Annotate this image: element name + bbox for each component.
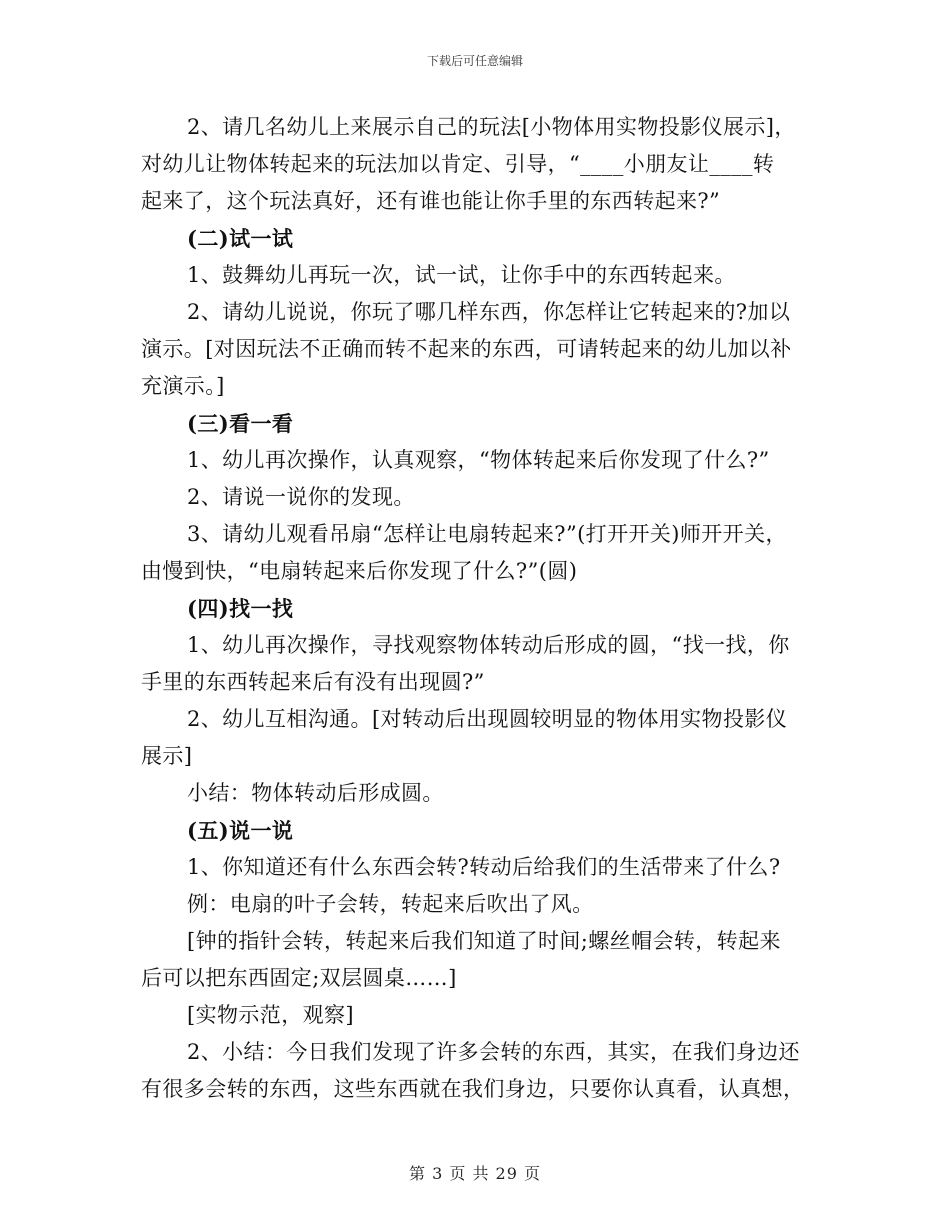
paragraph-line: 2、请幼儿说说，你玩了哪几样东西，你怎样让它转起来的?加以 [187, 300, 791, 324]
paragraph-line: 例：电扇的叶子会转，转起来后吹出了风。 [187, 892, 594, 916]
paragraph-line: [实物示范，观察] [187, 1003, 354, 1027]
page-footer: 第 3 页 共 29 页 [409, 1164, 541, 1183]
paragraph-line: [钟的指针会转，转起来后我们知道了时间;螺丝帽会转，转起来 [187, 929, 781, 953]
document-body [141, 109, 805, 1108]
paragraph-line: 1、幼儿再次操作，寻找观察物体转动后形成的圆，“找一找，你 [187, 633, 790, 657]
paragraph-line: 3、请幼儿观看吊扇“怎样让电扇转起来?”(打开开关)师开开关， [187, 522, 787, 546]
paragraph-line: 演示。[对因玩法不正确而转不起来的东西，可请转起来的幼儿加以补 [141, 337, 792, 361]
paragraph-line: 有很多会转的东西，这些东西就在我们身边，只要你认真看，认真想， [141, 1077, 805, 1101]
paragraph-line: 2、幼儿互相沟通。[对转动后出现圆较明显的物体用实物投影仪 [187, 707, 788, 731]
paragraph-line: 展示] [141, 744, 193, 768]
section-heading: (四)找一找 [187, 596, 294, 621]
paragraph-line: 2、小结：今日我们发现了许多会转的东西，其实，在我们身边还 [187, 1040, 800, 1064]
paragraph-line: 2、请几名幼儿上来展示自己的玩法[小物体用实物投影仪展示]， [187, 115, 796, 139]
section-heading: (二)试一试 [187, 226, 294, 251]
paragraph-line: 1、鼓舞幼儿再玩一次，试一试，让你手中的东西转起来。 [187, 263, 736, 287]
summary-line: 小结：物体转动后形成圆。 [187, 781, 444, 805]
paragraph-line: 起来了，这个玩法真好，还有谁也能让你手里的东西转起来?” [141, 189, 721, 213]
section-heading: (三)看一看 [187, 411, 294, 436]
paragraph-line: 2、请说一说你的发现。 [187, 485, 415, 509]
paragraph-line: 充演示。] [141, 374, 225, 398]
paragraph-line: 1、幼儿再次操作，认真观察，“物体转起来后你发现了什么?” [187, 448, 770, 472]
paragraph-line: 对幼儿让物体转起来的玩法加以肯定、引导，“____小朋友让____转 [141, 152, 775, 176]
paragraph-line: 手里的东西转起来后有没有出现圆?” [141, 670, 485, 694]
page-header: 下载后可任意编辑 [426, 54, 523, 68]
paragraph-line: 后可以把东西固定;双层圆桌……] [141, 966, 457, 990]
paragraph-line: 1、你知道还有什么东西会转?转动后给我们的生活带来了什么? [187, 855, 781, 879]
section-heading: (五)说一说 [187, 818, 294, 843]
paragraph-line: 由慢到快，“电扇转起来后你发现了什么?”(圆) [141, 559, 578, 583]
